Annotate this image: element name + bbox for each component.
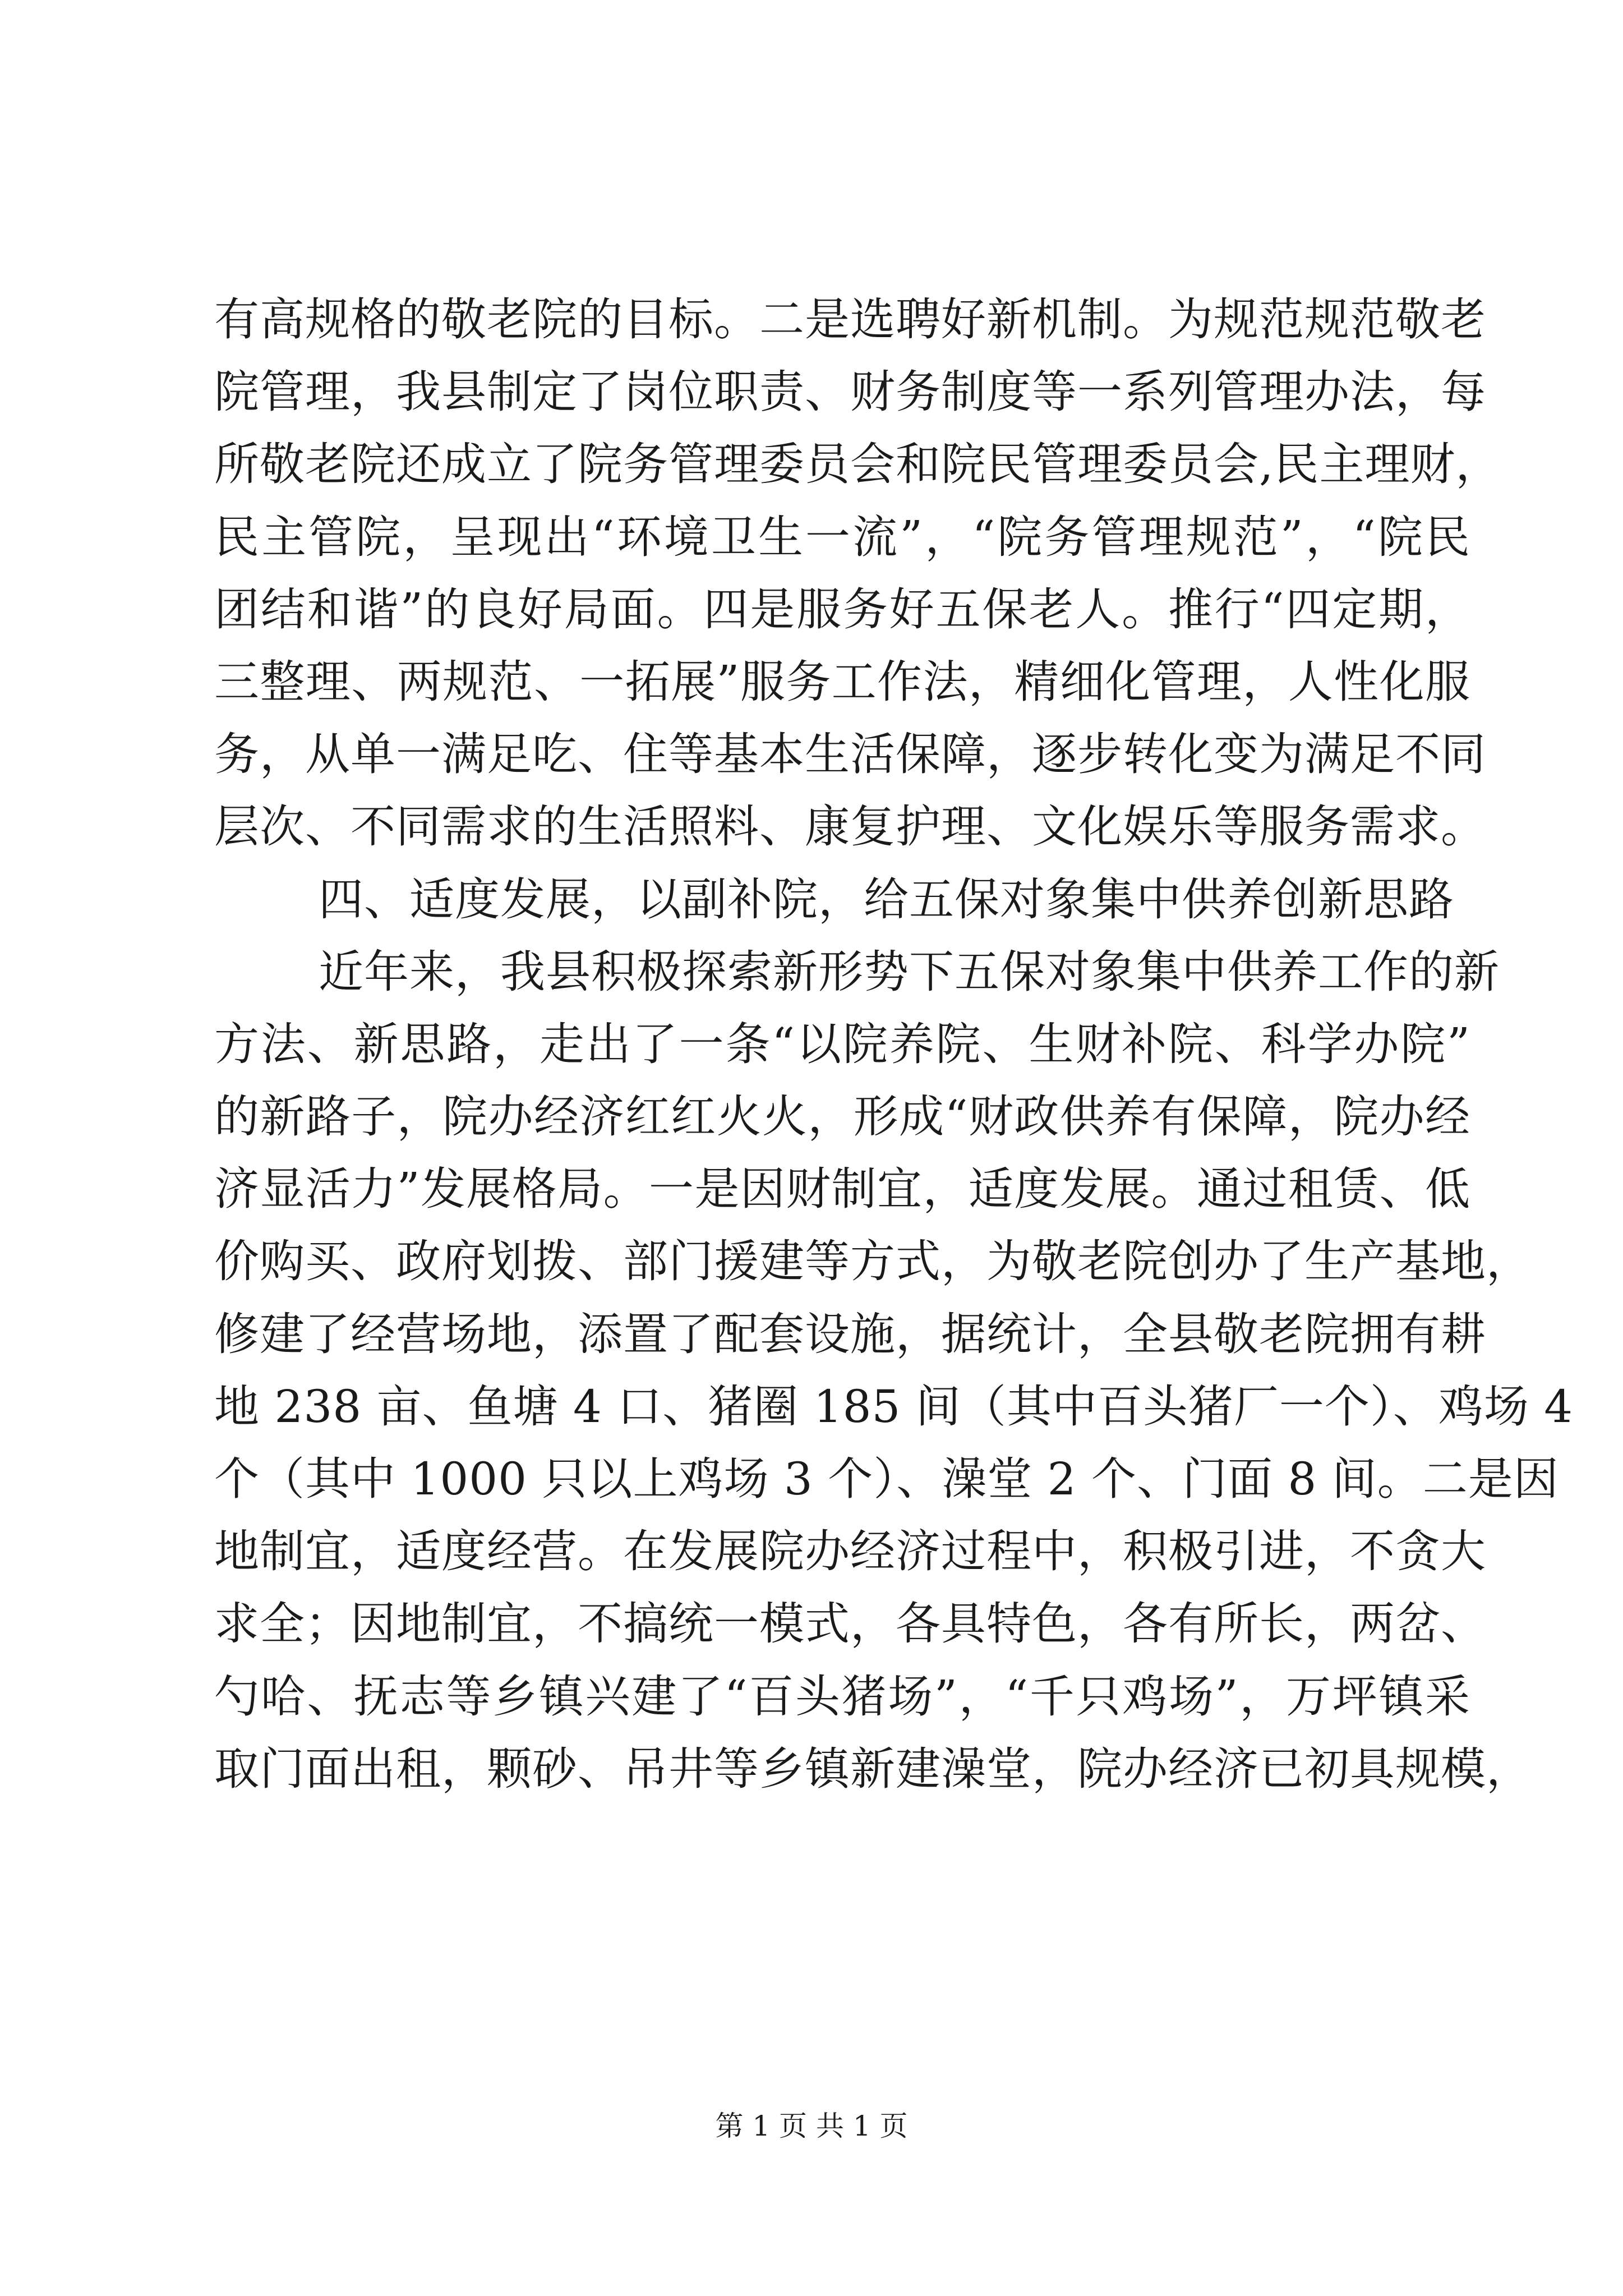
text-line: 方法、新思路，走出了一条“以院养院、生财补院、科学办院” — [214, 1018, 1470, 1070]
text-line: 济显活力”发展格局。一是因财制宜，适度发展。通过租赁、低 — [214, 1163, 1470, 1216]
text-line: 务，从单一满足吃、住等基本生活保障，逐步转化变为满足不同 — [214, 728, 1486, 781]
text-line: 价购买、政府划拨、部门援建等方式，为敬老院创办了生产基地， — [214, 1235, 1532, 1288]
text-line: 院管理，我县制定了岗位职责、财务制度等一系列管理办法，每 — [214, 366, 1486, 418]
text-line: 取门面出租，颗砂、吊井等乡镇新建澡堂，院办经济已初具规模， — [214, 1742, 1532, 1795]
text-line: 团结和谐”的良好局面。四是服务好五保老人。推行“四定期， — [214, 583, 1470, 636]
text-line: 地 238 亩、鱼塘 4 口、猪圈 185 间（其中百头猪厂一个）、鸡场 4 — [214, 1380, 1574, 1433]
text-line: 所敬老院还成立了院务管理委员会和院民管理委员会,民主理财， — [214, 438, 1501, 491]
text-line: 勺哈、抚志等乡镇兴建了“百头猪场”，“千只鸡场”，万坪镇采 — [214, 1670, 1470, 1723]
section-heading: 四、适度发展，以副补院，给五保对象集中供养创新思路 — [319, 873, 1454, 926]
text-line: 民主管院，呈现出“环境卫生一流”，“院务管理规范”，“院民 — [214, 510, 1470, 563]
text-line: 有高规格的敬老院的目标。二是选聘好新机制。为规范规范敬老 — [214, 293, 1486, 346]
document-body — [214, 283, 1574, 1805]
text-line: 个（其中 1000 只以上鸡场 3 个）、澡堂 2 个、门面 8 间。二是因 — [214, 1453, 1559, 1505]
text-line: 地制宜，适度经营。在发展院办经济过程中，积极引进，不贪大 — [214, 1525, 1486, 1578]
text-line: 层次、不同需求的生活照料、康复护理、文化娱乐等服务需求。 — [214, 800, 1486, 853]
text-line: 三整理、两规范、一拓展”服务工作法，精细化管理，人性化服 — [214, 655, 1470, 708]
page-number-footer: 第 1 页 共 1 页 — [715, 2110, 908, 2142]
text-line: 的新路子，院办经济红红火火，形成“财政供养有保障，院办经 — [214, 1091, 1470, 1143]
text-line: 修建了经营场地，添置了配套设施，据统计，全县敬老院拥有耕 — [214, 1308, 1486, 1360]
text-line: 求全；因地制宜，不搞统一模式，各具特色，各有所长，两岔、 — [214, 1598, 1486, 1650]
text-line: 近年来，我县积极探索新形势下五保对象集中供养工作的新 — [319, 945, 1500, 998]
